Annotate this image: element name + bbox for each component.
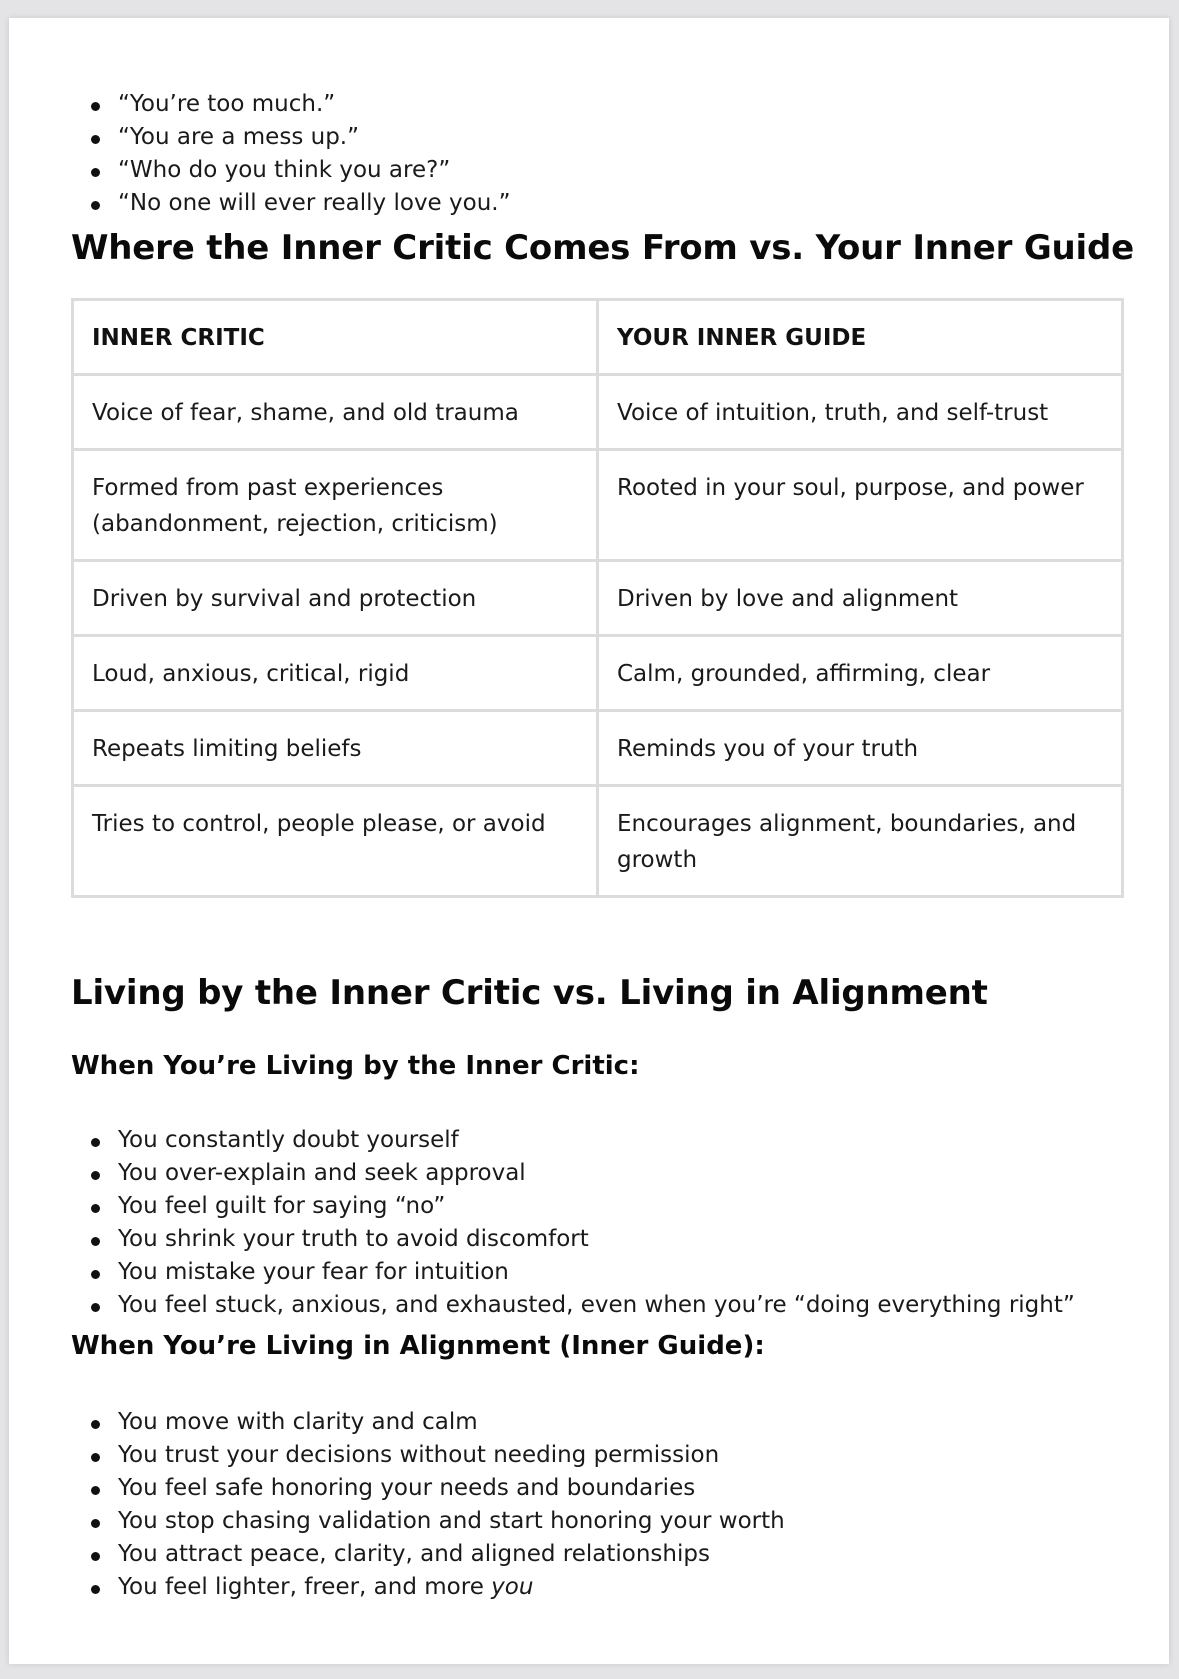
table-row bbox=[73, 561, 1123, 636]
comparison-table bbox=[71, 298, 1124, 898]
table-row bbox=[73, 636, 1123, 711]
table-header-inner-critic: INNER CRITIC bbox=[73, 300, 598, 375]
list-item: You feel safe honoring your needs and boundaries bbox=[71, 1472, 785, 1505]
table-row bbox=[73, 711, 1123, 786]
subheading-alignment: When You’re Living in Alignment (Inner Guide): bbox=[71, 1331, 765, 1361]
table-row bbox=[73, 786, 1123, 897]
table-cell: Driven by love and alignment bbox=[598, 561, 1123, 636]
list-item: You mistake your fear for intuition bbox=[71, 1256, 1075, 1289]
list-item: You attract peace, clarity, and aligned relationships bbox=[71, 1538, 785, 1571]
list-item: You feel stuck, anxious, and exhausted, even when you’re “doing everything right” bbox=[71, 1289, 1075, 1322]
inner-critic-bullet-list bbox=[71, 1124, 1075, 1322]
table-cell: Tries to control, people please, or avoid bbox=[73, 786, 598, 897]
list-item: “No one will ever really love you.” bbox=[71, 187, 511, 220]
intro-bullet-list bbox=[71, 88, 511, 220]
list-item: You move with clarity and calm bbox=[71, 1406, 785, 1439]
list-item: “You’re too much.” bbox=[71, 88, 511, 121]
table-cell: Calm, grounded, affirming, clear bbox=[598, 636, 1123, 711]
list-item: You stop chasing validation and start honoring your worth bbox=[71, 1505, 785, 1538]
section-heading-living: Living by the Inner Critic vs. Living in Alignment bbox=[71, 973, 988, 1013]
table-cell: Voice of intuition, truth, and self-trust bbox=[598, 375, 1123, 450]
table-header-row bbox=[73, 300, 1123, 375]
list-item: You trust your decisions without needing permission bbox=[71, 1439, 785, 1472]
list-item: “Who do you think you are?” bbox=[71, 154, 511, 187]
table-cell: Encourages alignment, boundaries, and growth bbox=[598, 786, 1123, 897]
table-row bbox=[73, 375, 1123, 450]
list-item-text: You feel lighter, freer, and more bbox=[118, 1574, 492, 1600]
table-cell: Rooted in your soul, purpose, and power bbox=[598, 450, 1123, 561]
list-item bbox=[71, 1571, 785, 1604]
list-item: You over-explain and seek approval bbox=[71, 1157, 1075, 1190]
list-item-emphasis: you bbox=[491, 1574, 534, 1600]
section-heading-comparison: Where the Inner Critic Comes From vs. Your Inner Guide bbox=[71, 228, 1135, 268]
alignment-bullet-list bbox=[71, 1406, 785, 1604]
list-item: You constantly doubt yourself bbox=[71, 1124, 1075, 1157]
table-cell: Reminds you of your truth bbox=[598, 711, 1123, 786]
subheading-inner-critic: When You’re Living by the Inner Critic: bbox=[71, 1051, 640, 1081]
list-item: You shrink your truth to avoid discomfort bbox=[71, 1223, 1075, 1256]
table-row bbox=[73, 450, 1123, 561]
table-header-inner-guide: YOUR INNER GUIDE bbox=[598, 300, 1123, 375]
list-item: “You are a mess up.” bbox=[71, 121, 511, 154]
list-item: You feel guilt for saying “no” bbox=[71, 1190, 1075, 1223]
table-cell: Driven by survival and protection bbox=[73, 561, 598, 636]
table-cell: Formed from past experiences (abandonment, rejection, criticism) bbox=[73, 450, 598, 561]
table-cell: Voice of fear, shame, and old trauma bbox=[73, 375, 598, 450]
table-cell: Repeats limiting beliefs bbox=[73, 711, 598, 786]
table-cell: Loud, anxious, critical, rigid bbox=[73, 636, 598, 711]
document-page bbox=[9, 18, 1169, 1664]
